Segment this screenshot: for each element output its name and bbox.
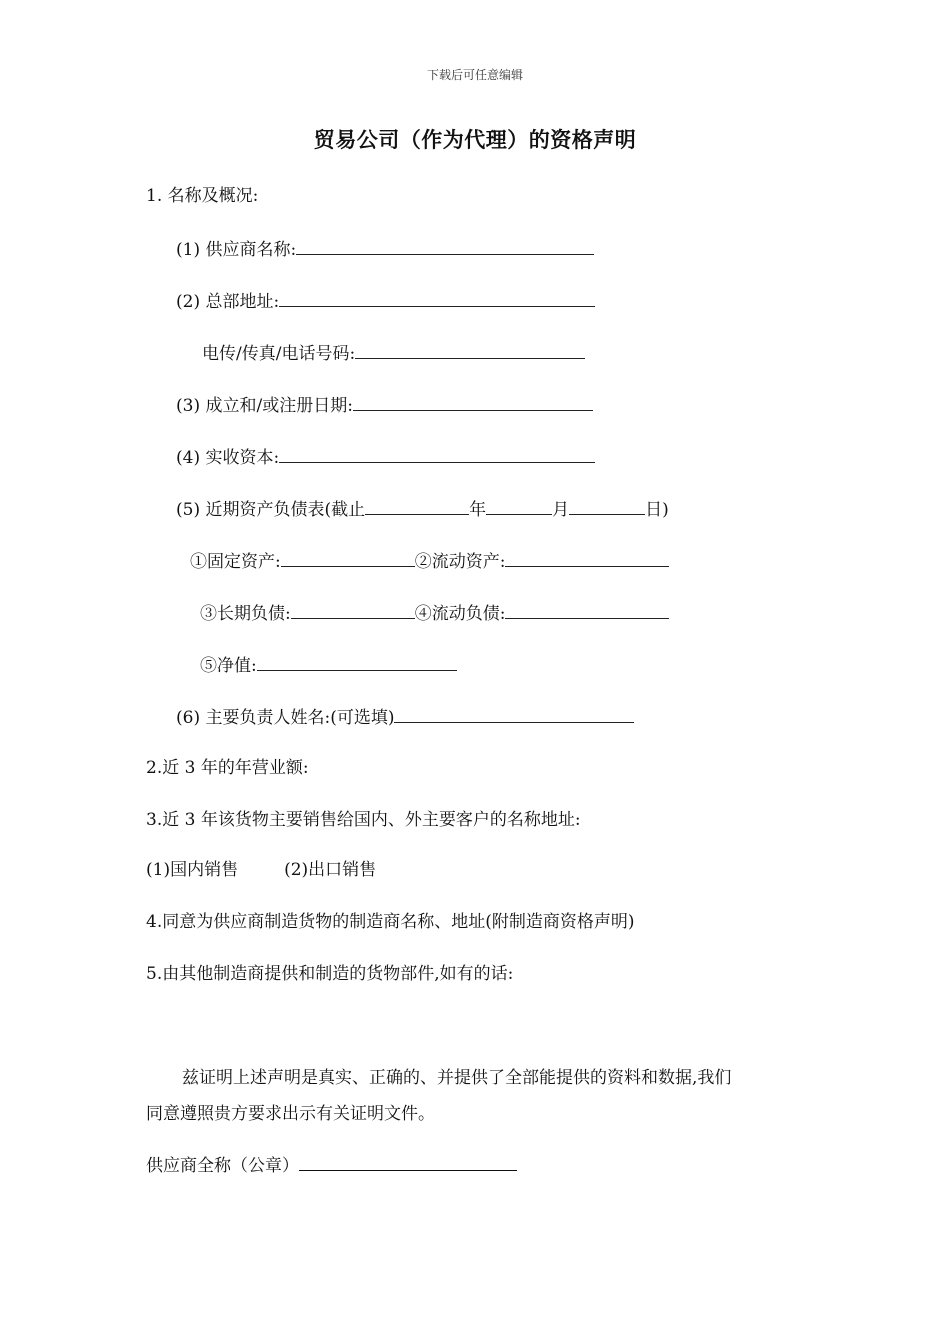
long-term-liab-label: ③长期负债: <box>200 604 291 624</box>
net-worth-row <box>200 652 457 678</box>
declaration-line2: 同意遵照贵方要求出示有关证明文件。 <box>146 1104 435 1124</box>
current-assets-label: ②流动资产: <box>414 552 506 572</box>
domestic-sales: (1)国内销售 <box>146 860 239 880</box>
section4: 4.同意为供应商制造货物的制造商名称、地址(附制造商资格声明) <box>146 912 635 932</box>
hq-address-row <box>176 288 595 314</box>
day-label: 日) <box>645 500 669 520</box>
principal-blank[interactable] <box>394 704 634 723</box>
established-row <box>176 392 593 418</box>
liabilities-row <box>200 600 669 626</box>
current-liab-blank[interactable] <box>505 600 669 619</box>
principal-label: (6) 主要负责人姓名:(可选填) <box>176 708 395 728</box>
month-blank[interactable] <box>486 496 552 515</box>
principal-row <box>176 704 634 730</box>
established-label: (3) 成立和/或注册日期: <box>176 396 353 416</box>
current-liab-label: ④流动负债: <box>414 604 506 624</box>
assets-row <box>190 548 669 574</box>
contact-row <box>202 340 585 366</box>
export-sales: (2)出口销售 <box>284 860 377 880</box>
page-title: 贸易公司（作为代理）的资格声明 <box>313 128 637 152</box>
established-blank[interactable] <box>353 392 593 411</box>
section1-heading: 1. 名称及概况: <box>146 186 259 206</box>
contact-blank[interactable] <box>355 340 585 359</box>
header-note: 下载后可任意编辑 <box>426 68 523 82</box>
balance-sheet-row <box>176 496 669 522</box>
current-assets-blank[interactable] <box>505 548 669 567</box>
contact-label: 电传/传真/电话号码: <box>202 344 356 364</box>
net-worth-label: ⑤净值: <box>200 656 257 676</box>
capital-row <box>176 444 595 470</box>
day-blank[interactable] <box>569 496 645 515</box>
signature-row <box>146 1152 517 1178</box>
supplier-name-label: (1) 供应商名称: <box>176 240 297 260</box>
section2: 2.近 3 年的年营业额: <box>146 758 309 778</box>
supplier-name-row <box>176 236 594 262</box>
hq-address-blank[interactable] <box>279 288 595 307</box>
section3: 3.近 3 年该货物主要销售给国内、外主要客户的名称地址: <box>146 810 581 830</box>
month-label: 月 <box>552 500 570 520</box>
capital-blank[interactable] <box>279 444 595 463</box>
net-worth-blank[interactable] <box>257 652 457 671</box>
year-blank[interactable] <box>365 496 469 515</box>
signature-label: 供应商全称（公章） <box>146 1156 299 1176</box>
balance-sheet-label: (5) 近期资产负债表(截止 <box>176 500 366 520</box>
long-term-liab-blank[interactable] <box>291 600 415 619</box>
fixed-assets-label: ①固定资产: <box>190 552 281 572</box>
supplier-name-blank[interactable] <box>296 236 594 255</box>
section3-sub <box>146 858 376 882</box>
declaration-line1: 兹证明上述声明是真实、正确的、并提供了全部能提供的资料和数据,我们 <box>182 1068 732 1088</box>
section5: 5.由其他制造商提供和制造的货物部件,如有的话: <box>146 964 514 984</box>
signature-blank[interactable] <box>299 1152 517 1171</box>
hq-address-label: (2) 总部地址: <box>176 292 280 312</box>
capital-label: (4) 实收资本: <box>176 448 280 468</box>
year-label: 年 <box>469 500 487 520</box>
fixed-assets-blank[interactable] <box>281 548 415 567</box>
